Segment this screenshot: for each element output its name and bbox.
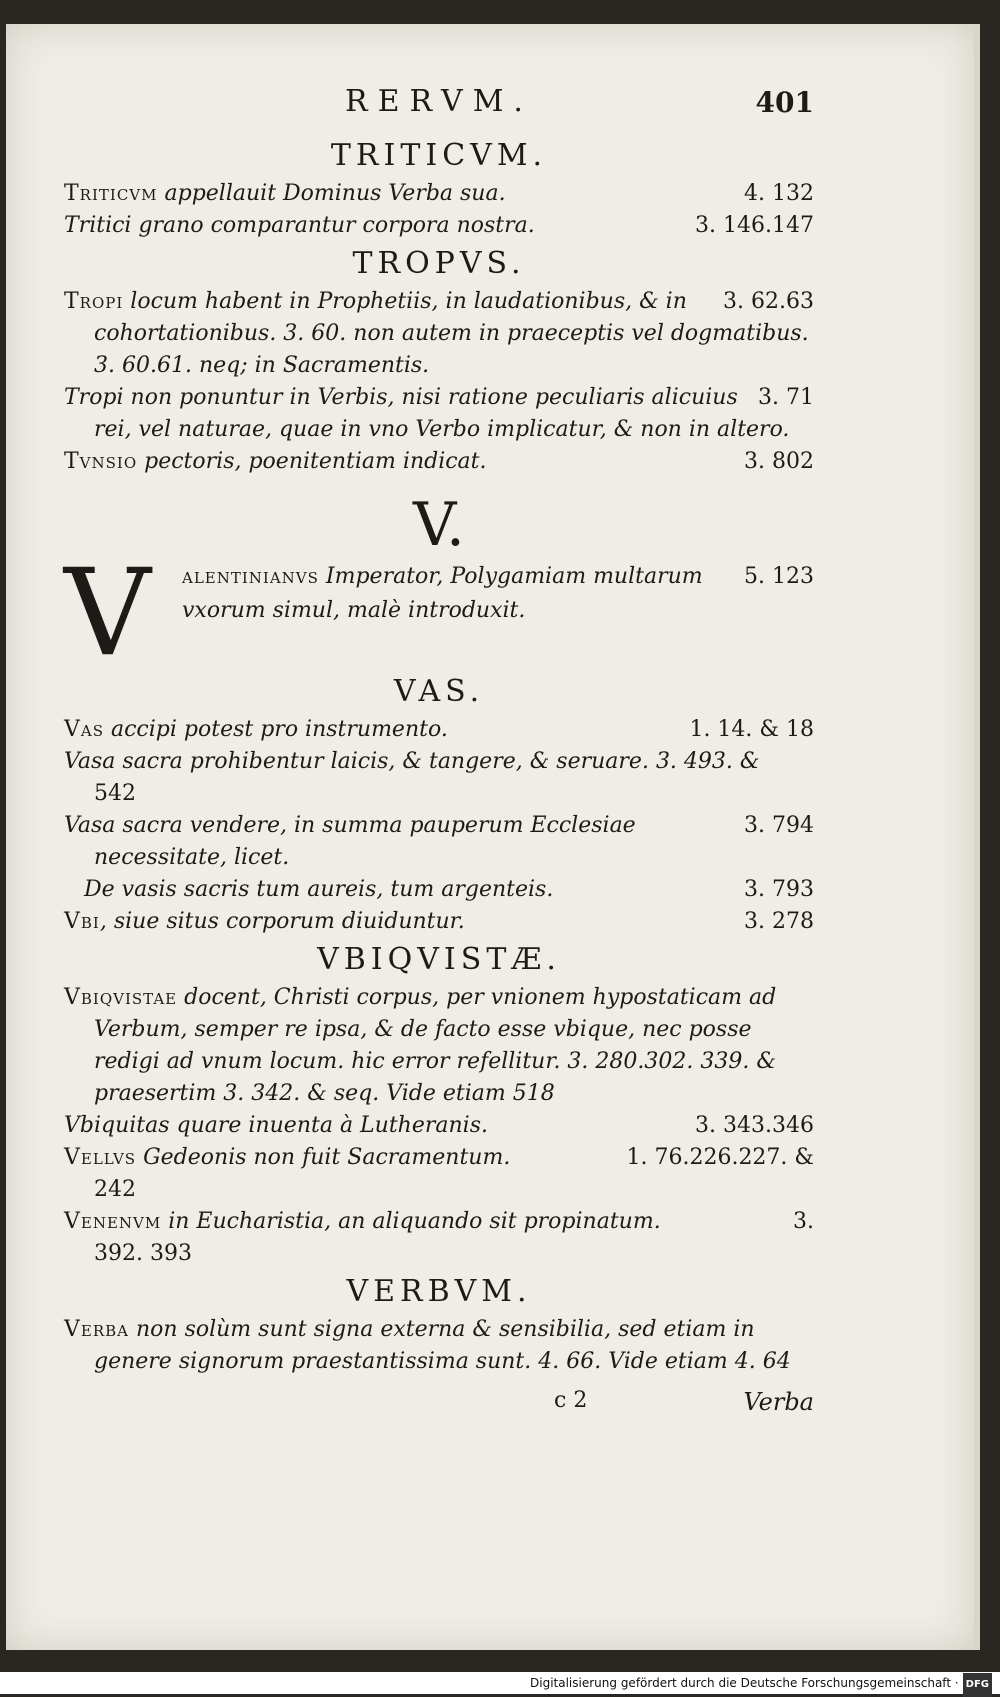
entry-text: accipi potest pro instrumento. [104,717,448,742]
entry-ref-continuation: 392. 393 [94,1241,192,1266]
index-entry [64,982,814,1110]
entry-lead: Tropi [64,289,124,314]
entry-lead: Vellvs [64,1145,137,1170]
entry-text: Vasa sacra vendere, in summa pauperum Ecclesiae necessitate, licet. [64,813,636,870]
entry-ref: 3. 794 [744,813,814,838]
entry-text: Vbiquitas quare inuenta à Lutheranis. [64,1113,488,1138]
entry-ref: 3. 802 [744,449,814,474]
drop-cap: V [64,544,151,683]
index-entry [64,746,814,810]
index-entry [64,714,814,746]
running-title: RERVM. [345,84,533,119]
entry-lead: Vbiqvistae [64,985,178,1010]
entry-ref-continuation: 242 [94,1177,136,1202]
sections-bottom [64,670,814,1378]
entry-text: Vasa sacra prohibentur laicis, & tangere, & seruare. 3. 493. & [64,749,760,774]
section-heading: TRITICVM. [330,138,548,173]
section-heading: VBIQVISTÆ. [317,942,561,977]
index-entry [64,1142,814,1206]
page-footer [64,1384,814,1424]
entry-text: non solùm sunt signa externa & sensibilia, sed etiam in genere signorum praestantissima sunt. 4. 66. Vide etiam 4. 64 [94,1317,791,1374]
entry-text: in Eucharistia, an aliquando sit propinatum. [161,1209,661,1234]
entry-lead: Triticvm [64,181,158,206]
section-heading: VERBVM. [346,1274,532,1309]
book-page [6,24,980,1650]
index-entry [64,906,814,938]
index-entry [64,178,814,210]
index-entry [64,382,814,446]
entry-text: Imperator, Polygamiam multarum vxorum simul, malè introduxit. [182,564,703,623]
dfg-credit-text: Digitalisierung gefördert durch die Deutsche Forschungsgemeinschaft · [530,1676,959,1690]
entry-text: docent, Christi corpus, per vnionem hypostaticam ad Verbum, semper re ipsa, & de facto esse vbique, nec posse redigi ad vnum locum. hic error refellitur. 3. 280.302. 339. & praesertim 3. 342. & seq. Vide etiam 518 [94,985,777,1106]
entry-text: Tropi non ponuntur in Verbis, nisi ratione peculiaris alicuius rei, vel naturae, quae in vno Verbo implicatur, & non in altero. [64,385,790,442]
entry-lead: Verba [64,1317,129,1342]
index-entry [64,1206,814,1270]
entry-ref: 1. 14. & 18 [689,717,814,742]
index-entry [64,874,814,906]
sections-top [64,134,814,478]
section-heading: TROPVS. [352,246,526,281]
entry-text: De vasis sacris tum aureis, tum argenteis. [84,877,554,902]
dfg-logo: DFG [963,1673,992,1697]
entry-ref: 3. 793 [744,877,814,902]
entry-lead: Venenvm [64,1209,162,1234]
entry-ref: 1. 76.226.227. & [626,1145,814,1170]
entry-ref: 3. 71 [758,385,814,410]
index-entry [64,1314,814,1378]
entry-ref: 3. 343.346 [695,1113,814,1138]
entry-text: , siue situs corporum diuiduntur. [99,909,465,934]
entry-ref-continuation: 542 [94,781,136,806]
initial-entry [64,544,814,683]
entry-ref: 3. 146.147 [695,213,814,238]
entry-ref: 3. 278 [744,909,814,934]
dfg-credit-bar [0,1672,1000,1694]
initial-entry-text [64,560,814,628]
entry-text: locum habent in Prophetiis, in laudationibus, & in cohortationibus. 3. 60. non autem in praeceptis vel dogmatibus. 3. 60.61. neq; in Sacramentis. [94,289,809,378]
entry-lead: Tvnsio [64,449,138,474]
signature-mark: c 2 [554,1388,588,1413]
section-heading: VAS. [393,674,485,709]
running-head [64,84,814,134]
entry-text: Tritici grano comparantur corpora nostra. [64,213,535,238]
page-body [64,84,814,1424]
entry-ref: 3. 62.63 [723,289,814,314]
entry-lead: Vbi [64,909,100,934]
catchword: Verba [743,1388,814,1416]
entry-text: Gedeonis non fuit Sacramentum. [136,1145,511,1170]
entry-lead: Vas [64,717,104,742]
index-entry [64,1110,814,1142]
index-entry [64,210,814,242]
index-entry [64,446,814,478]
entry-ref: 3. [793,1209,814,1234]
entry-ref: 5. 123 [744,564,814,589]
entry-lead: alentinianvs [182,564,319,589]
entry-text: pectoris, poenitentiam indicat. [137,449,487,474]
entry-ref: 4. 132 [744,181,814,206]
letter-heading: V. [413,490,465,560]
index-entry [64,286,814,382]
entry-text: appellauit Dominus Verba sua. [157,181,506,206]
index-entry [64,810,814,874]
page-number: 401 [755,86,814,119]
